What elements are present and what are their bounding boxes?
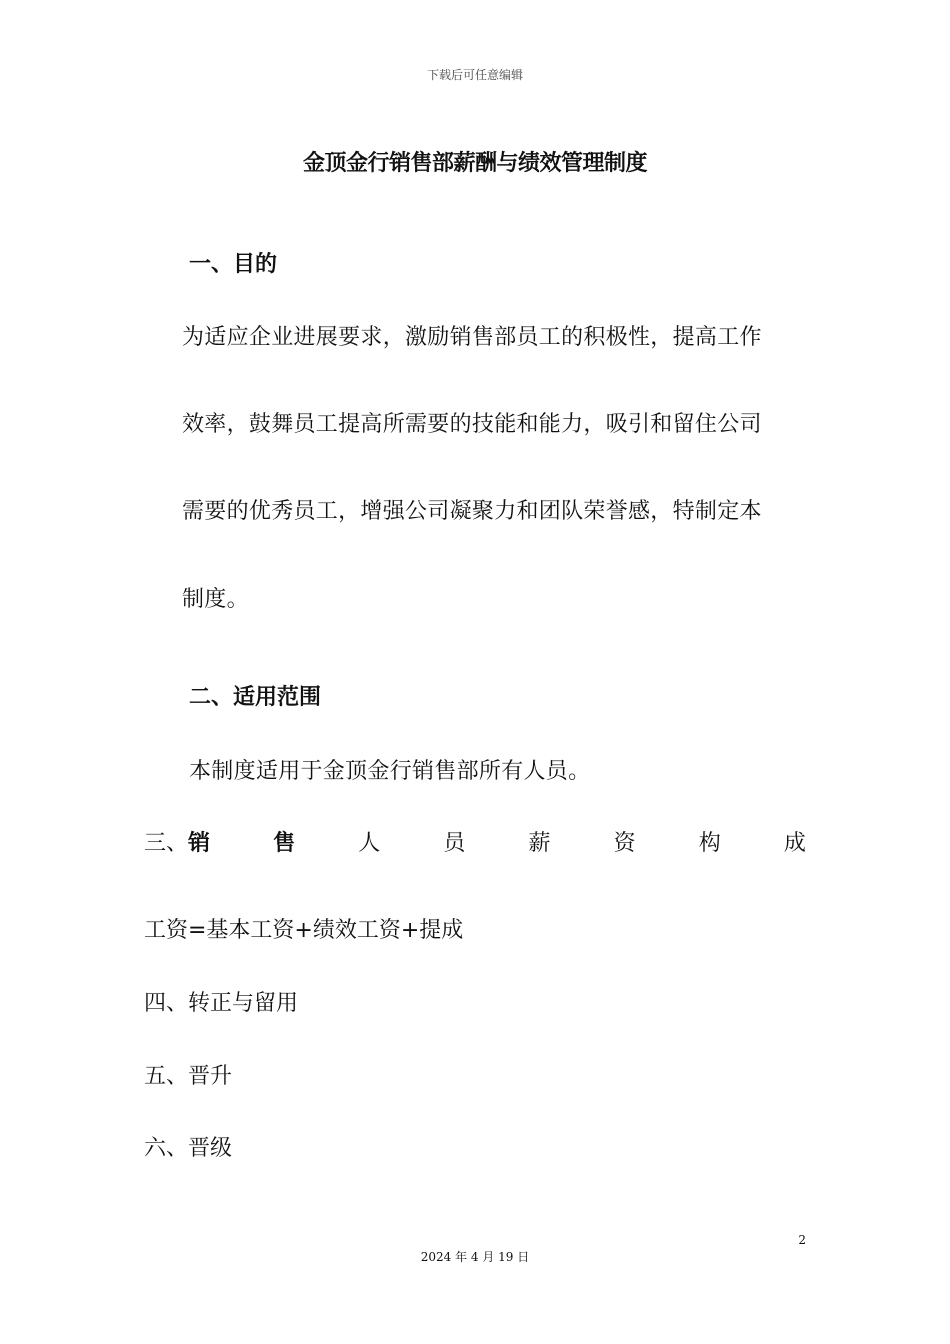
section-item-grade: 六、晋级 [144, 1136, 233, 1161]
footer-date: 2024 年 4 月 19 日 [420, 1250, 530, 1264]
page-number: 2 [798, 1233, 806, 1247]
purpose-line-1: 为适应企业进展要求，激励销售部员工的积极性，提高工作 [182, 325, 762, 350]
section-item-probation: 四、转正与留用 [144, 991, 299, 1016]
header-note: 下载后可任意编辑 [426, 68, 523, 82]
salary-prefix: 三、 [144, 831, 189, 856]
scope-text: 本制度适用于金顶金行销售部所有人员。 [189, 759, 591, 784]
salary-char-2: 售 [273, 831, 296, 856]
salary-char-4: 员 [443, 831, 466, 856]
salary-char-3: 人 [358, 831, 381, 856]
salary-heading-line [0, 826, 806, 857]
salary-char-8: 成 [783, 831, 806, 856]
salary-char-1: 销 [188, 831, 211, 856]
section-heading-purpose: 一、目的 [189, 252, 278, 277]
salary-formula: 工资=基本工资+绩效工资+提成 [144, 918, 464, 943]
salary-char-5: 薪 [528, 831, 551, 856]
purpose-line-4: 制度。 [182, 587, 249, 612]
salary-char-6: 资 [613, 831, 636, 856]
section-item-promotion: 五、晋升 [144, 1064, 233, 1089]
purpose-line-2: 效率，鼓舞员工提高所需要的技能和能力，吸引和留住公司 [182, 412, 762, 437]
salary-char-7: 构 [698, 831, 721, 856]
purpose-line-3: 需要的优秀员工，增强公司凝聚力和团队荣誉感，特制定本 [182, 499, 762, 524]
salary-heading-start [0, 826, 210, 857]
document-title: 金顶金行销售部薪酬与绩效管理制度 [302, 151, 647, 176]
section-heading-scope: 二、适用范围 [189, 685, 322, 710]
